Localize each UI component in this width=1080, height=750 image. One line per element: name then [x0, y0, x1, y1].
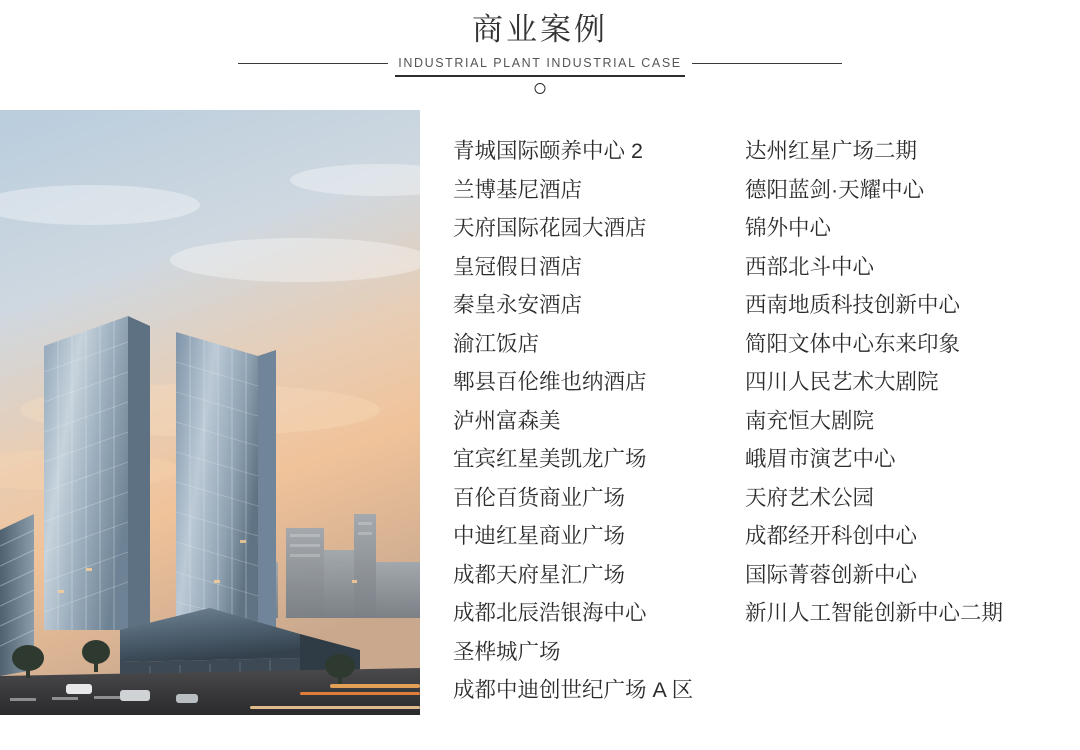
case-list: [420, 110, 1080, 710]
list-item: 秦皇永安酒店: [453, 293, 583, 317]
list-item: 青城国际颐养中心 2: [453, 139, 643, 163]
list-item: 百伦百货商业广场: [453, 485, 626, 510]
list-item: 简阳文体中心东来印象: [745, 331, 961, 356]
case-list-column-right: [745, 132, 1065, 710]
header-underline-row: [0, 75, 1080, 77]
list-item: 成都中迪创世纪广场 A 区: [453, 678, 694, 702]
page-title: 商业案例: [472, 12, 608, 47]
list-item: 圣桦城广场: [453, 639, 561, 664]
list-item: 天府国际花园大酒店: [453, 216, 647, 240]
list-item: 西部北斗中心: [745, 254, 875, 279]
list-item: 天府艺术公园: [745, 485, 875, 510]
list-item: 达州红星广场二期: [745, 139, 918, 163]
list-item: 国际菁蓉创新中心: [745, 562, 918, 587]
list-item: 兰博基尼酒店: [453, 177, 583, 202]
list-item: 中迪红星商业广场: [453, 524, 626, 548]
list-item: 泸州富森美: [453, 408, 561, 433]
header-dot-ornament: [535, 83, 546, 94]
list-item: 成都经开科创中心: [745, 524, 918, 548]
list-item: 成都天府星汇广场: [453, 562, 626, 587]
page-subtitle: INDUSTRIAL PLANT INDUSTRIAL CASE: [398, 56, 682, 70]
list-item: 德阳蓝剑·天耀中心: [745, 177, 925, 202]
page-subtitle-row: [0, 56, 1080, 70]
list-item: 宜宾红星美凯龙广场: [453, 447, 647, 471]
project-photo: [0, 110, 420, 715]
subtitle-rule-right: [692, 63, 842, 64]
header-underline: [395, 75, 685, 77]
list-item: 新川人工智能创新中心二期: [745, 601, 1004, 625]
subtitle-rule-left: [238, 63, 388, 64]
case-list-column-left: [453, 132, 745, 710]
page-content: [0, 110, 1080, 715]
list-item: 西南地质科技创新中心: [745, 293, 961, 317]
list-item: 成都北辰浩银海中心: [453, 601, 647, 625]
skyline-illustration-icon: [0, 110, 420, 715]
list-item: 四川人民艺术大剧院: [745, 370, 939, 394]
list-item: 峨眉市演艺中心: [745, 447, 896, 471]
list-item: 皇冠假日酒店: [453, 254, 583, 279]
list-item: 南充恒大剧院: [745, 408, 875, 433]
page-header: [0, 0, 1080, 77]
list-item: 渝江饭店: [453, 331, 540, 356]
list-item: 郫县百伦维也纳酒店: [453, 370, 647, 394]
list-item: 锦外中心: [745, 216, 832, 240]
